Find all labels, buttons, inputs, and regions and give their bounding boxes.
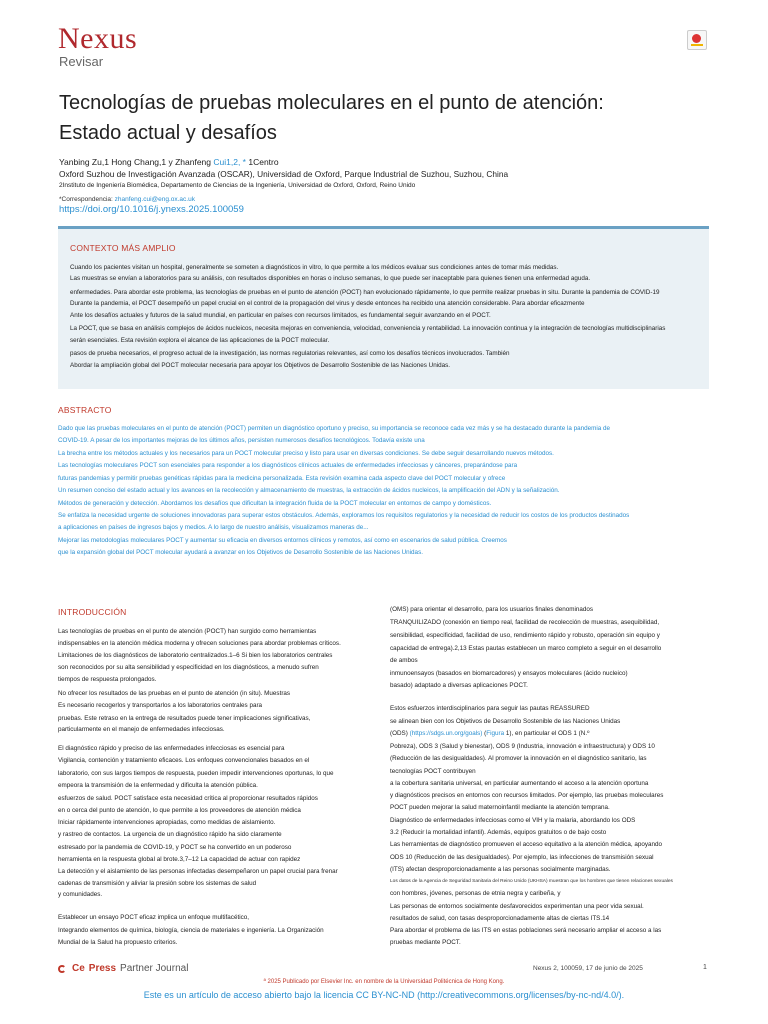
license-text: Este es un artículo de acceso abierto bajo la licencia CC BY-NC-ND <box>143 990 418 1000</box>
intro-right-line: Pobreza), ODS 3 (Salud y bienestar), ODS 9 (Industria, innovación e infraestructura) y ODS 10 <box>390 743 655 750</box>
brand-part-1: Ce <box>72 963 85 974</box>
abstract-line: La brecha entre los métodos actuales y los necesarios para un POCT molecular preciso y listo para usar en diversas condiciones. Se debe seguir desarrollando nuevos métodos. <box>58 450 554 457</box>
correspondence-label: *Correspondencia: <box>59 196 115 203</box>
intro-right-line: capacidad de entrega).2,13 Estas pautas establecen un marco completo a seguir en el desarrollo <box>390 645 662 652</box>
doi-link[interactable]: https://doi.org/10.1016/j.ynexs.2025.100059 <box>59 204 244 215</box>
intro-line: herramienta en la respuesta global al brote.3,7–12 La capacidad de actuar con rapidez <box>58 856 301 863</box>
intro-right-line: con hombres, jóvenes, personas de etnia negra y caribeña, y <box>390 890 561 897</box>
context-title: CONTEXTO MÁS AMPLIO <box>70 243 176 253</box>
abstract-line: Dado que las pruebas moleculares en el punto de atención (POCT) permiten un diagnóstico oportuno y preciso, su importancia se reconoce cada vez más y se ha destacado durante la pandemia de <box>58 425 611 432</box>
context-line: La POCT, que se basa en análisis complejos de ácidos nucleicos, necesita mejoras en conveniencia, velocidad, conveniencia y rentabilidad. La innovación continua y la integración de tecnologías multidisciplinarias <box>70 325 666 332</box>
journal-name: Nexus <box>58 22 138 55</box>
authors <box>59 157 279 167</box>
intro-right-line: basado) adaptado a diversas aplicaciones POCT. <box>390 682 528 689</box>
intro-right-line: Las herramientas de diagnóstico promueven el acceso equitativo a la atención médica, apoyando <box>390 841 662 848</box>
intro-line: Es necesario recogerlos y transportarlos a los laboratorios centrales para <box>58 702 263 709</box>
sdgs-text: ( <box>482 730 487 737</box>
intro-right-line: se alinean bien con los Objetivos de Desarrollo Sostenible de las Naciones Unidas <box>390 718 621 725</box>
authors-text: Yanbing Zu,1 Hong Chang,1 y Zhanfeng <box>59 157 214 167</box>
intro-right-line: ODS 10 (Reducción de las desigualdades). Por ejemplo, las infecciones de transmisión sexual <box>390 854 654 861</box>
context-line: pasos de prueba necesarios, el progreso actual de la investigación, las normas regulatorias relevantes, así como los desafíos técnicos involucrados. También <box>70 350 510 357</box>
intro-right-line: resultados de salud, con tasas desproporcionadamente altas de ciertas ITS.14 <box>390 915 610 922</box>
intro-right-line: Las personas de entornos socialmente desfavorecidos experimentan una peor vida sexual. <box>390 903 644 910</box>
correspondence <box>59 196 195 203</box>
footer-citation: Nexus 2, 100059, 17 de junio de 2025 <box>533 965 643 972</box>
license-link[interactable]: (http://creativecommons.org/licenses/by-nc-nd/4.0/). <box>417 990 625 1000</box>
intro-line: No ofrecer los resultados de las pruebas en el punto de atención (in situ). Muestras <box>58 690 291 697</box>
figure-link[interactable]: Figura <box>486 730 505 737</box>
intro-right-line: POCT pueden mejorar la salud maternoinfantil mediante la atención temprana. <box>390 804 610 811</box>
correspondence-email[interactable]: zhanfeng.cui@eng.ox.ac.uk <box>114 196 195 203</box>
intro-right-line <box>390 730 589 737</box>
abstract-line: COVID-19. A pesar de los importantes mejoras de los últimos años, persisten numerosos desafíos tecnológicos. Todavía existe una <box>58 437 425 444</box>
intro-line: son reconocidos por su alta sensibilidad y especificidad en los diagnósticos, a menudo sufren <box>58 664 319 671</box>
brand-part-2: Press <box>88 963 117 974</box>
context-line: Durante la pandemia, el POCT desempeñó un papel crucial en el control de la propagación del virus y desde entonces ha recibido una atención considerable. Para abordar eficazmente <box>70 300 585 307</box>
affiliation-2: 2Instituto de Ingeniería Biomédica, Departamento de Ciencias de la Ingeniería, Universidad de Oxford, Oxford, Reino Unido <box>59 182 416 189</box>
abstract-line: Se enfatiza la necesidad urgente de soluciones innovadoras para superar estos obstáculos. Además, exploramos los requisitos regulatorios y la necesidad de reducir los costos de los productos destinados <box>58 512 630 519</box>
intro-line: La detección y el aislamiento de las personas infectadas desempeñaron un papel crucial para frenar <box>58 868 338 875</box>
context-line: Ante los desafíos actuales y futuros de la salud mundial, en particular en países con recursos limitados, es fundamental seguir avanzando en el POCT. <box>70 312 491 319</box>
copyright: ª 2025 Publicado por Elsevier Inc. en nombre de la Universidad Politécnica de Hong Kong. <box>263 979 505 985</box>
brand-part-3: Partner Journal <box>120 963 189 974</box>
intro-line: Iniciar rápidamente intervenciones apropiadas, como medidas de aislamiento. <box>58 819 276 826</box>
publisher-logo <box>58 963 188 974</box>
article-title-line1: Tecnologías de pruebas moleculares en el punto de atención: <box>59 92 604 114</box>
author-link[interactable]: Cui1,2, * <box>213 157 246 167</box>
intro-line: cadenas de transmisión y aliviar la presión sobre los sistemas de salud <box>58 880 257 887</box>
intro-line: particularmente en el manejo de enfermedades infecciosas. <box>58 726 225 733</box>
article-title-line2: Estado actual y desafíos <box>59 122 277 144</box>
intro-title: INTRODUCCIÓN <box>58 607 127 617</box>
intro-right-line: y diagnósticos precisos en entornos con recursos limitados. Por ejemplo, las pruebas moleculares <box>390 792 664 799</box>
intro-right-line: TRANQUILIZADO (conexión en tiempo real, facilidad de recolección de muestras, asequibilidad, <box>390 619 660 626</box>
article-type: Revisar <box>59 54 104 69</box>
intro-right-line: de ambos <box>390 657 418 664</box>
abstract-line: Métodos de generación y detección. Abordamos los desafíos que dificultan la integración fluida de la POCT molecular en entornos de campo y domésticos. <box>58 500 492 507</box>
intro-line: y comunidades. <box>58 891 103 898</box>
intro-line: laboratorio, con sus largos tiempos de respuesta, pueden impedir intervenciones oportunas, lo que <box>58 770 334 777</box>
intro-right-line: Diagnóstico de enfermedades infecciosas como el VIH y la malaria, abordando los ODS <box>390 817 636 824</box>
context-line: enfermedades. Para abordar este problema, las tecnologías de pruebas en el punto de atención (POCT) han evolucionado rápidamente, lo que permite realizar pruebas in situ. Durante la pandemia de COVID-19 <box>70 289 660 296</box>
intro-line: pruebas. Este retraso en la entrega de resultados puede tener implicaciones significativas, <box>58 715 311 722</box>
intro-line: El diagnóstico rápido y preciso de las enfermedades infecciosas es esencial para <box>58 745 285 752</box>
abstract-line: Un resumen conciso del estado actual y los avances en la recolección y almacenamiento de muestras, la extracción de ácidos nucleicos, la amplificación del ADN y la señalización. <box>58 487 560 494</box>
sdgs-text: (ODS) <box>390 730 410 737</box>
intro-right-line: (Reducción de las desigualdades). Al promover la innovación en el diagnóstico sanitario, las <box>390 755 647 762</box>
abstract-line: futuras pandemias y permitir pruebas genéticas rápidas para la medicina personalizada. Esta revisión examina cada aspecto clave del POCT molecular y ofrece <box>58 475 506 482</box>
authors-text-post: 1Centro <box>245 157 279 167</box>
license <box>0 990 768 1000</box>
abstract-line: Las tecnologías moleculares POCT son esenciales para responder a los diagnósticos clínicos actuales de enfermedades infecciosas y cánceres, preparándose para <box>58 462 518 469</box>
sdgs-link[interactable]: (https://sdgs.un.org/goals) <box>409 730 483 737</box>
page-number: 1 <box>703 964 707 971</box>
intro-right-line: inmunoensayos (basados en biomarcadores) y ensayos moleculares (ácido nucleico) <box>390 670 628 677</box>
intro-right-line: (OMS) para orientar el desarrollo, para los usuarios finales denominados <box>390 606 594 613</box>
intro-line: indispensables en la atención médica moderna y ofrecen soluciones para abordar problemas críticos. <box>58 640 341 647</box>
intro-line: estresado por la pandemia de COVID-19, y POCT se ha convertido en un poderoso <box>58 844 292 851</box>
intro-line: Integrando elementos de química, biología, ciencia de materiales e ingeniería. La Organización <box>58 927 324 934</box>
context-line: Abordar la ampliación global del POCT molecular necesaria para apoyar los Objetivos de Desarrollo Sostenible de las Naciones Unidas. <box>70 362 450 369</box>
intro-line: Vigilancia, contención y tratamiento eficaces. Los enfoques convencionales basados en el <box>58 757 310 764</box>
intro-right-line: Los datos de la Agencia de Seguridad Sanitaria del Reino Unido (UKHSA) muestran que los hombres que tienen relaciones sexuales <box>390 879 673 884</box>
intro-line: esfuerzos de salud. POCT satisface esta necesidad crítica al proporcionar resultados rápidos <box>58 795 318 802</box>
intro-right-line: Estos esfuerzos interdisciplinarios para seguir las pautas REASSURED <box>390 705 590 712</box>
intro-right-line: pruebas mediante POCT. <box>390 939 461 946</box>
intro-line: Limitaciones de los diagnósticos de laboratorio centralizados.1–6 Si bien los laboratorios centrales <box>58 652 333 659</box>
intro-right-line: Para abordar el problema de las ITS en estas poblaciones será necesario ampliar el acceso a las <box>390 927 662 934</box>
intro-right-line: a la cobertura sanitaria universal, en particular aumentando el acceso a la atención oportuna <box>390 780 649 787</box>
cell-press-icon <box>58 964 68 974</box>
intro-right-line: tecnologías POCT contribuyen <box>390 768 476 775</box>
intro-line: tiempos de respuesta prolongados. <box>58 676 157 683</box>
abstract-title: ABSTRACTO <box>58 405 112 415</box>
intro-line: empeora la transmisión de la enfermedad y dificulta la atención pública. <box>58 782 258 789</box>
intro-line: en o cerca del punto de atención, lo que permite a los proveedores de atención médica <box>58 807 301 814</box>
abstract-line: a aplicaciones en países de ingresos bajos y medios. A lo largo de nuestro análisis, visualizamos maneras de... <box>58 524 369 531</box>
intro-right-line: 3.2 (Reducir la mortalidad infantil). Además, equipos gratuitos o de bajo costo <box>390 829 607 836</box>
abstract-line: que la expansión global del POCT molecular ayudará a avanzar en los Objetivos de Desarrollo Sostenible de las Naciones Unidas. <box>58 549 423 556</box>
context-line: serán esenciales. Esta revisión explora el alcance de las aplicaciones de la POCT molecular. <box>70 337 330 344</box>
intro-line: Establecer un ensayo POCT eficaz implica un enfoque multifacético, <box>58 914 249 921</box>
crossmark-icon[interactable] <box>687 30 707 50</box>
intro-line: Las tecnologías de pruebas en el punto de atención (POCT) han surgido como herramientas <box>58 628 317 635</box>
abstract-line: Mejorar las metodologías moleculares POCT y aumentar su eficacia en diversos entornos clínicos y remotos, así como en escenarios de salud pública. Creemos <box>58 537 507 544</box>
intro-right-line: sensibilidad, especificidad, facilidad de uso, rendimiento rápido y robusto, operación sin equipo y <box>390 632 660 639</box>
intro-right-line: (ITS) afectan desproporcionadamente a las personas socialmente marginadas. <box>390 866 611 873</box>
sdgs-text: 1), en particular el ODS 1 (N.º <box>504 730 590 737</box>
intro-line: Mundial de la Salud ha propuesto criterios. <box>58 939 178 946</box>
intro-line: y rastreo de contactos. La urgencia de un diagnóstico rápido ha sido claramente <box>58 831 282 838</box>
affiliation-1: Oxford Suzhou de Investigación Avanzada (OSCAR), Universidad de Oxford, Parque Industrial de Suzhou, Suzhou, China <box>59 169 509 179</box>
context-line: Cuando los pacientes visitan un hospital, generalmente se someten a diagnósticos in vitro, lo que permite a los médicos evaluar sus condiciones antes de tomar más medidas. <box>70 264 559 271</box>
context-line: Las muestras se envían a laboratorios para su análisis, con resultados disponibles en horas o incluso semanas, lo que puede ser inaceptable para quienes tienen una enfermedad aguda. <box>70 275 591 282</box>
